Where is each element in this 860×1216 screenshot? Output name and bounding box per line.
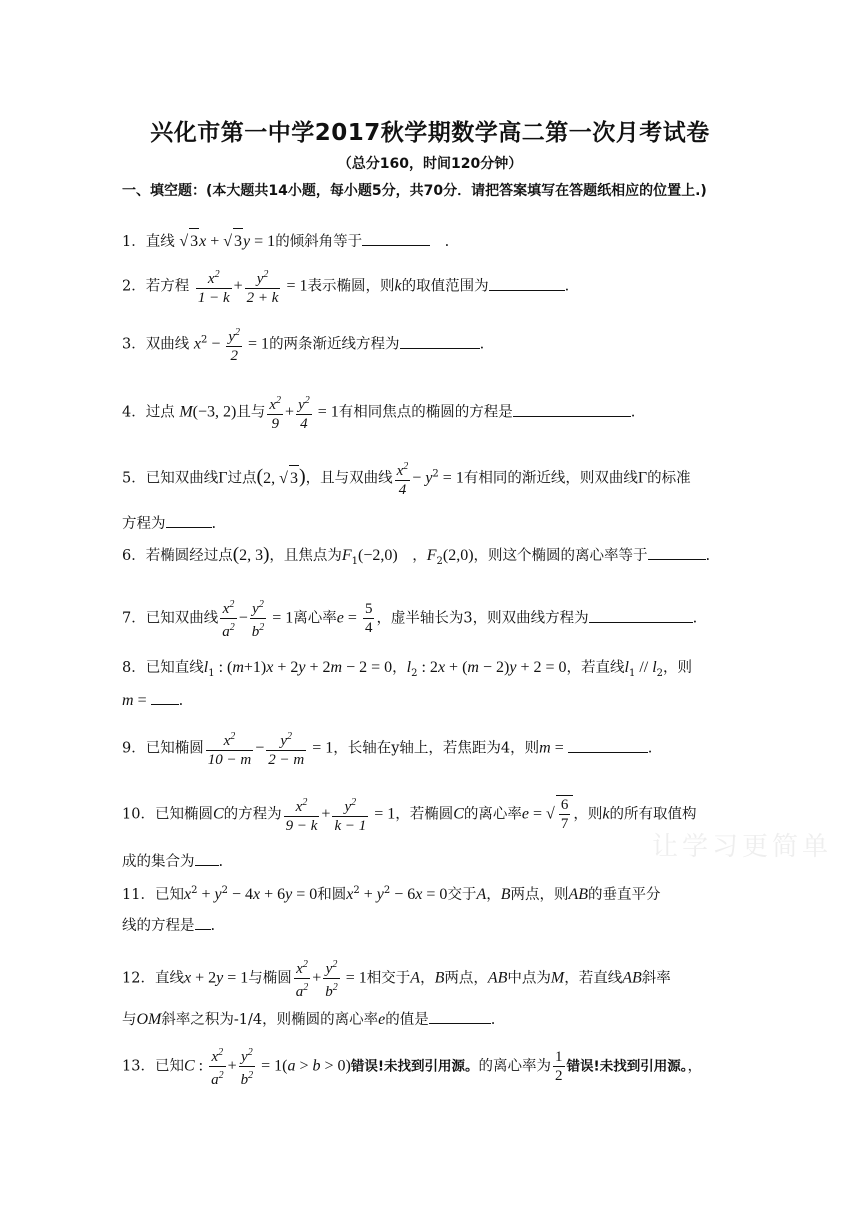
question-12: 12．直线x + 2y = 1与椭圆 $\frac{x^2}{a^2}$ + $\frac{y^2}{b^2}$ = 1相交于A，B两点，AB中点为M，若直线AB斜率 xyxy=(122,956,740,1001)
question-8-line-2: m = . xyxy=(122,692,184,709)
question-5-line-2: 方程为 . xyxy=(122,512,216,533)
question-1: 1．直线 √ 3x + √ 3y = 1的倾斜角等于 . xyxy=(122,228,740,255)
question-7: 7．已知双曲线 $\frac{x^2}{a^2}$ − $\frac{y^2}{b^2}$ = 1离心率e = $\frac{5}{4}$ ，虚半轴长为3，则双曲线方程为 . xyxy=(122,596,740,641)
question-2: 2．若方程 $\frac{x^2}{1 - k}$ + $\frac{y^2}{2 + k}$ = 1表示椭圆，则k的取值范围为 . xyxy=(122,266,740,307)
exam-subtitle: （总分160，时间120分钟） xyxy=(337,156,523,172)
question-6: 6．若椭圆经过点(2, 3)，且焦点为$F_1(-2,0)$ ，$F_2(2,0)$，则这个椭圆的离心率等于 . xyxy=(122,544,711,567)
question-11-line-2: 线的方程是 . xyxy=(122,914,215,935)
question-5: 5．已知双曲线Γ过点(2, √ 3)，且与双曲线 $\frac{x^2}{4}$ − $y^2 = 1$有相同的渐近线，则双曲线Γ的标准 xyxy=(122,458,740,499)
question-3: 3．双曲线 $x^2$ − $\frac{y^2}{2}$ = 1的两条渐近线方程为 . xyxy=(122,324,740,365)
section-heading: 一、填空题：(本大题共14小题，每小题5分，共70分．请把答案填写在答题纸相应的位置上.) xyxy=(122,183,707,199)
question-12-line-2: 与OM斜率之积为-1/4，则椭圆的离心率e的值是 . xyxy=(122,1011,496,1028)
question-9: 9．已知椭圆 $\frac{x^2}{10 - m}$ − $\frac{y^2}{2 - m}$ = 1，长轴在y轴上，若焦距为4，则m = . xyxy=(122,728,740,769)
question-10: 10．已知椭圆C的方程为 $\frac{x^2}{9 - k}$ + $\frac{y^2}{k - 1}$ = 1，若椭圆C的离心率e = √ $\frac{6}{7}$ ，则k的所有取值构 xyxy=(122,794,740,835)
question-8: 8．已知直线$l_1$ : (m+1)x + 2y + 2m − 2 = 0，$l_2$ : 2x + (m − 2)y + 2 = 0，若直线$l_1 // l_2$，则 xyxy=(122,659,693,679)
question-13: 13．已知C : $\frac{x^2}{a^2}$ + $\frac{y^2}{b^2}$ = 1(a > b > 0)错误!未找到引用源。的离心率为 $\frac{1}{2}$ 错误!未找到引用源。， xyxy=(122,1044,740,1089)
exam-title: 兴化市第一中学2017秋学期数学高二第一次月考试卷 xyxy=(150,120,710,146)
question-4: 4．过点 M(−3, 2)且与 $\frac{x^2}{9}$ + $\frac{y^2}{4}$ = 1有相同焦点的椭圆的方程是 . xyxy=(122,392,740,433)
question-11: 11．已知$x^2 + y^2 - 4x + 6y = 0$和圆$x^2 + y^2 - 6x = 0$交于A，B两点，则AB的垂直平分 xyxy=(122,885,661,903)
watermark: 让学习更简单 xyxy=(652,832,833,862)
question-10-line-2: 成的集合为 . xyxy=(122,850,223,871)
